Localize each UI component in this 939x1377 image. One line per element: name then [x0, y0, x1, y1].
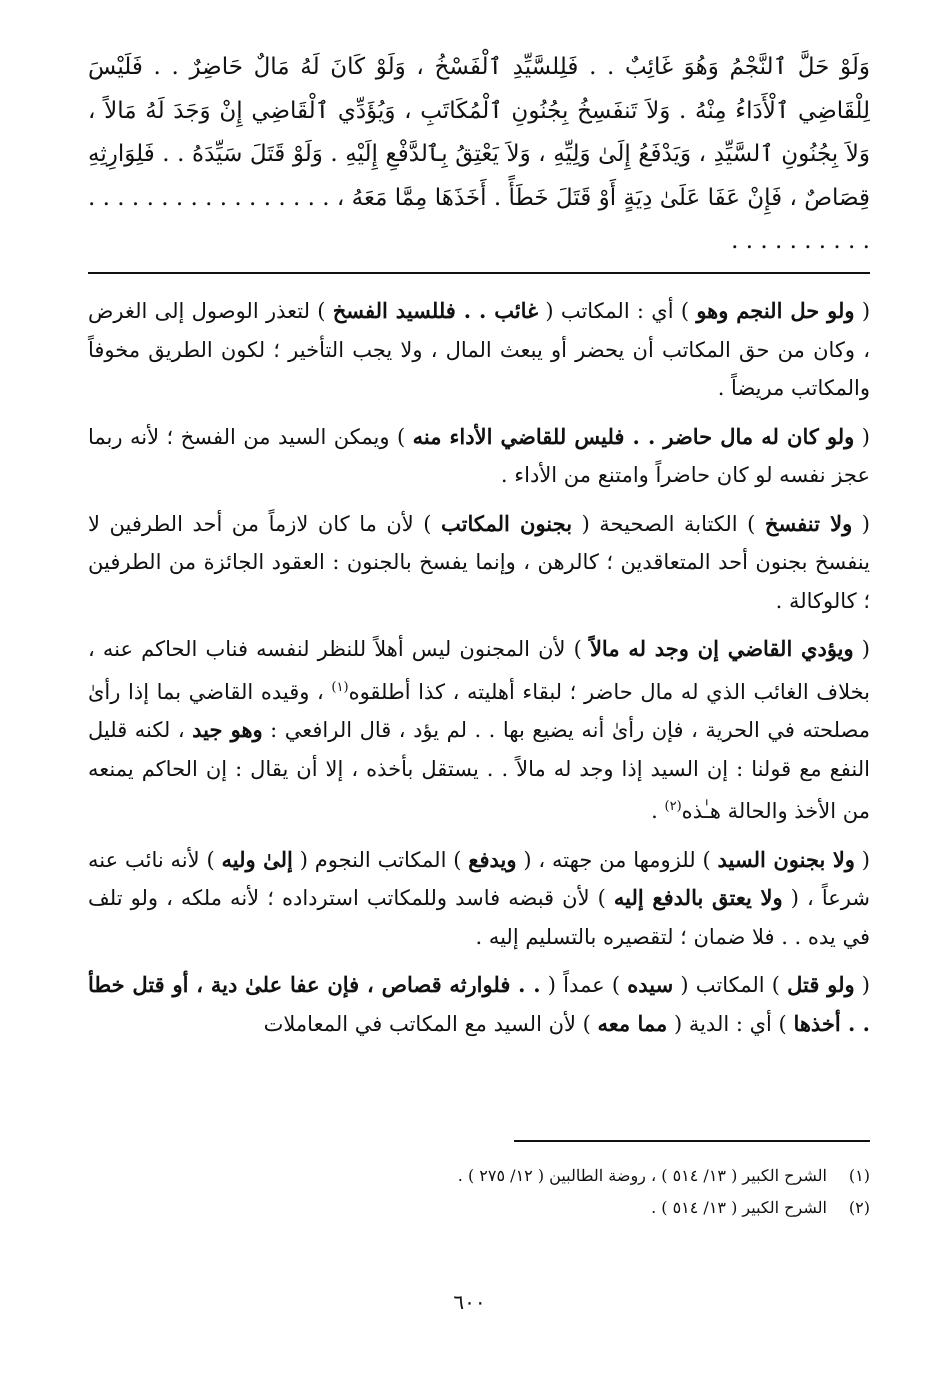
page-number: ٦٠٠	[453, 1290, 486, 1314]
commentary-text: ، وقيده القاضي بما إذا رأىٰ مصلحته في الحرية ، فإن رأىٰ أنه يضيع بها . . لم يؤد ، قال الرافعي :	[88, 679, 870, 742]
commentary-paragraph	[88, 418, 870, 495]
commentary-text: ) المكاتب النجوم (	[292, 847, 469, 872]
matn-quote: سيده	[627, 972, 674, 997]
commentary-text: ) المكاتب (	[673, 973, 788, 997]
commentary-text: ) أي : الدية (	[667, 1011, 794, 1036]
commentary-text: ) الكتابة الصحيحة (	[572, 511, 765, 536]
commentary-text: (	[853, 637, 870, 661]
matn-quote: ولو قتل	[787, 972, 855, 997]
matn-segment-3: وَلَوْ قَتَلَ سَيِّدَهُ . . فَلِوَارِثِهِ قِصَاصٌ ، فَإِنْ عَفَا عَلَىٰ دِيَةٍ أَوْ قَتَلَ خَطَأً . أَخَذَهَا مِمَّا مَعَهُ ،	[88, 141, 871, 211]
commentary-text: (	[854, 424, 870, 449]
commentary-text: .	[651, 799, 665, 823]
matn-quote: ولو حل النجم وهو	[696, 298, 855, 323]
commentary-text: ) لأن ما كان لازماً من أحد الطرفين لا ينفسخ بجنون أحد المتعاقدين ؛ كالرهن ، وإنما يفسخ بالجنون : العقود الجائزة من الطرفين ؛ كالوكالة .	[88, 511, 870, 613]
matn-segment-1: وَلَوْ حَلَّ ٱلنَّجْمُ وَهُوَ غَائِبٌ . . فَلِلسَّيِّدِ ٱلْفَسْخُ ، وَلَوْ كَانَ لَهُ مَالٌ حَاضِرٌ . . فَلَيْسَ لِلْقَاضِي ٱلْأَدَاءُ مِنْهُ .	[88, 54, 871, 124]
commentary-text: ) لأن السيد مع المكاتب في المعاملات	[263, 1011, 598, 1036]
footnote-ref[interactable]: (٢)	[664, 799, 682, 814]
commentary-text: (	[854, 973, 870, 997]
matn-dots: . . . . . . . . . . . . . . . . . . . . . . . . . . .	[88, 184, 870, 254]
commentary-paragraph	[88, 630, 870, 831]
commentary-text: ) لتعذر الوصول إلى الغرض ، وكان من حق المكاتب أن يحضر أو يبعث المال ، ولا يجب التأخير ؛ لكون الطريق مخوفاً والمكاتب مريضاً .	[88, 299, 870, 400]
matn-text	[88, 46, 870, 264]
footnote-ref[interactable]: (١)	[331, 679, 349, 695]
commentary-text: ، لكنه قليل النفع مع قولنا : إن السيد إذا وجد له مالاً . . يستقل بأخذه ، إلا أن يقال : إن الحاكم يمنعه من الأخذ والحالة هـٰذه	[88, 718, 870, 823]
commentary-paragraph	[88, 966, 870, 1043]
commentary-paragraph	[88, 505, 870, 621]
matn-quote: ويدفع	[468, 846, 517, 872]
matn-quote: ولا تنفسخ	[764, 510, 853, 536]
footnote-item	[88, 1160, 870, 1192]
matn-quote: غائب . . فللسيد الفسخ	[332, 298, 539, 323]
commentary-text: ) أي : المكاتب (	[538, 299, 697, 323]
footnote-number: (٢)	[848, 1198, 870, 1217]
commentary-text: ) عمداً (	[540, 973, 628, 997]
commentary-text: (	[854, 299, 871, 323]
footnote-item	[88, 1192, 870, 1224]
matn-segment-2: وَلاَ تَنفَسِخُ بِجُنُونِ ٱلْمُكَاتَبِ ، وَيُؤَدِّي ٱلْقَاضِي إِنْ وَجَدَ لَهُ مَالاً ، وَلاَ بِجُنُونِ ٱلسَّيِّدِ ، وَيَدْفَعُ إِلَىٰ وَلِيِّهِ ، وَلاَ يَعْتِقُ بِٱلدَّفْعِ إِلَيْهِ .	[88, 97, 870, 167]
commentary-text: ) ويمكن السيد من الفسخ ؛ لأنه ربما عجز نفسه لو كان حاضراً وامتنع من الأداء .	[88, 424, 870, 487]
matn-block	[88, 46, 870, 264]
separator-rule	[88, 272, 870, 274]
matn-quote: بجنون المكاتب	[441, 510, 573, 536]
footnotes	[88, 1160, 870, 1224]
commentary-text: ) للزومها من جهته ، (	[516, 847, 718, 872]
footnote-number: (١)	[848, 1166, 870, 1185]
commentary-paragraph	[88, 292, 870, 408]
footnote-rule	[514, 1140, 870, 1142]
matn-quote: إلىٰ وليه	[221, 846, 293, 872]
commentary-text: ) لأن المجنون ليس أهلاً للنظر لنفسه فناب الحاكم عنه ، بخلاف الغائب الذي له مال حاضر ؛ لبقاء أهليته ، كذا أطلقوه	[88, 637, 871, 704]
matn-quote: . . فلوارثه قصاص ، فإن عفا علىٰ دية ، أو قتل خطأ . . أخذها	[88, 972, 870, 1036]
footnote-text: الشرح الكبير ( ١٣/ ٥١٤ ) .	[651, 1198, 827, 1217]
commentary-paragraph	[88, 841, 870, 957]
commentary-block	[88, 292, 870, 1053]
commentary-text: (	[854, 847, 870, 872]
commentary-text: (	[852, 511, 870, 536]
matn-quote: وهو جيد	[192, 717, 263, 742]
commentary-text: ) لأن قبضه فاسد وللمكاتب استرداده ؛ لأنه ملكه ، ولو تلف في يده . . فلا ضمان ؛ لتقصيره بالتسليم إليه .	[88, 886, 870, 949]
matn-quote: ولا بجنون السيد	[717, 846, 855, 872]
matn-quote: ولو كان له مال حاضر . . فليس للقاضي الأداء منه	[412, 423, 855, 449]
commentary-text: ) لأنه نائب عنه شرعاً ، (	[88, 847, 870, 910]
matn-quote: ولا يعتق بالدفع إليه	[613, 885, 783, 910]
matn-quote: مما معه	[597, 1010, 668, 1036]
matn-quote: ويؤدي القاضي إن وجد له مالاً	[589, 636, 854, 661]
footnote-text: الشرح الكبير ( ١٣/ ٥١٤ ) ، روضة الطالبين ( ١٢/ ٢٧٥ ) .	[457, 1166, 827, 1185]
